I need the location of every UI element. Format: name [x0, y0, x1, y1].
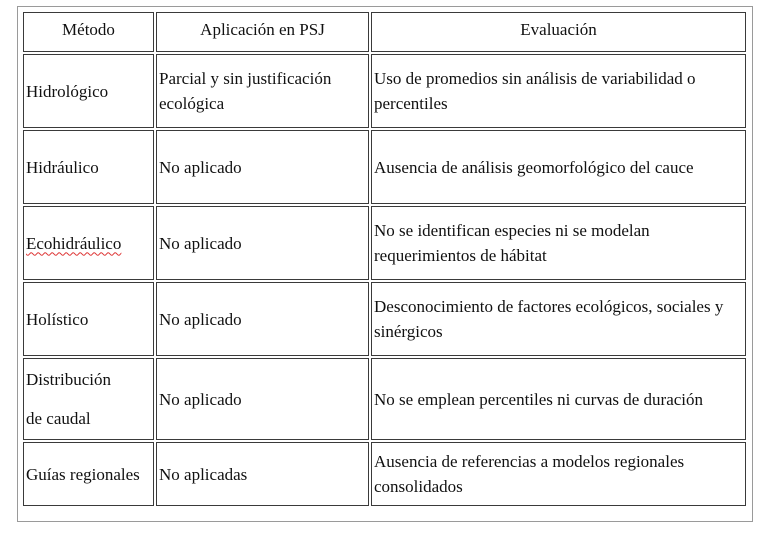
- application-cell: No aplicado: [156, 206, 369, 280]
- table-row: [23, 54, 746, 128]
- method-cell: Holístico: [23, 282, 154, 356]
- method-cell: Hidráulico: [23, 130, 154, 204]
- evaluation-cell: Ausencia de análisis geomorfológico del cauce: [371, 130, 746, 204]
- table-row: [23, 442, 746, 506]
- method-cell: [23, 358, 154, 440]
- table-row: [23, 282, 746, 356]
- application-cell: No aplicado: [156, 282, 369, 356]
- header-method: Método: [23, 12, 154, 52]
- evaluation-cell: Uso de promedios sin análisis de variabilidad o percentiles: [371, 54, 746, 128]
- evaluation-cell: Desconocimiento de factores ecológicos, sociales y sinérgicos: [371, 282, 746, 356]
- application-cell: No aplicadas: [156, 442, 369, 506]
- method-text-line1: Distribución: [26, 370, 111, 389]
- method-cell: [23, 206, 154, 280]
- method-cell: Hidrológico: [23, 54, 154, 128]
- header-evaluation: Evaluación: [371, 12, 746, 52]
- methods-evaluation-table: [21, 10, 748, 508]
- table-row: [23, 130, 746, 204]
- application-cell: No aplicado: [156, 358, 369, 440]
- application-cell: No aplicado: [156, 130, 369, 204]
- header-row: [23, 12, 746, 52]
- table-row: [23, 358, 746, 440]
- evaluation-cell: Ausencia de referencias a modelos regionales consolidados: [371, 442, 746, 506]
- header-application: Aplicación en PSJ: [156, 12, 369, 52]
- evaluation-cell: No se identifican especies ni se modelan requerimientos de hábitat: [371, 206, 746, 280]
- method-cell: Guías regionales: [23, 442, 154, 506]
- evaluation-cell: No se emplean percentiles ni curvas de duración: [371, 358, 746, 440]
- method-text: Ecohidráulico: [26, 233, 122, 253]
- table-row: [23, 206, 746, 280]
- application-cell: Parcial y sin justificación ecológica: [156, 54, 369, 128]
- method-text-line2: de caudal: [26, 409, 91, 428]
